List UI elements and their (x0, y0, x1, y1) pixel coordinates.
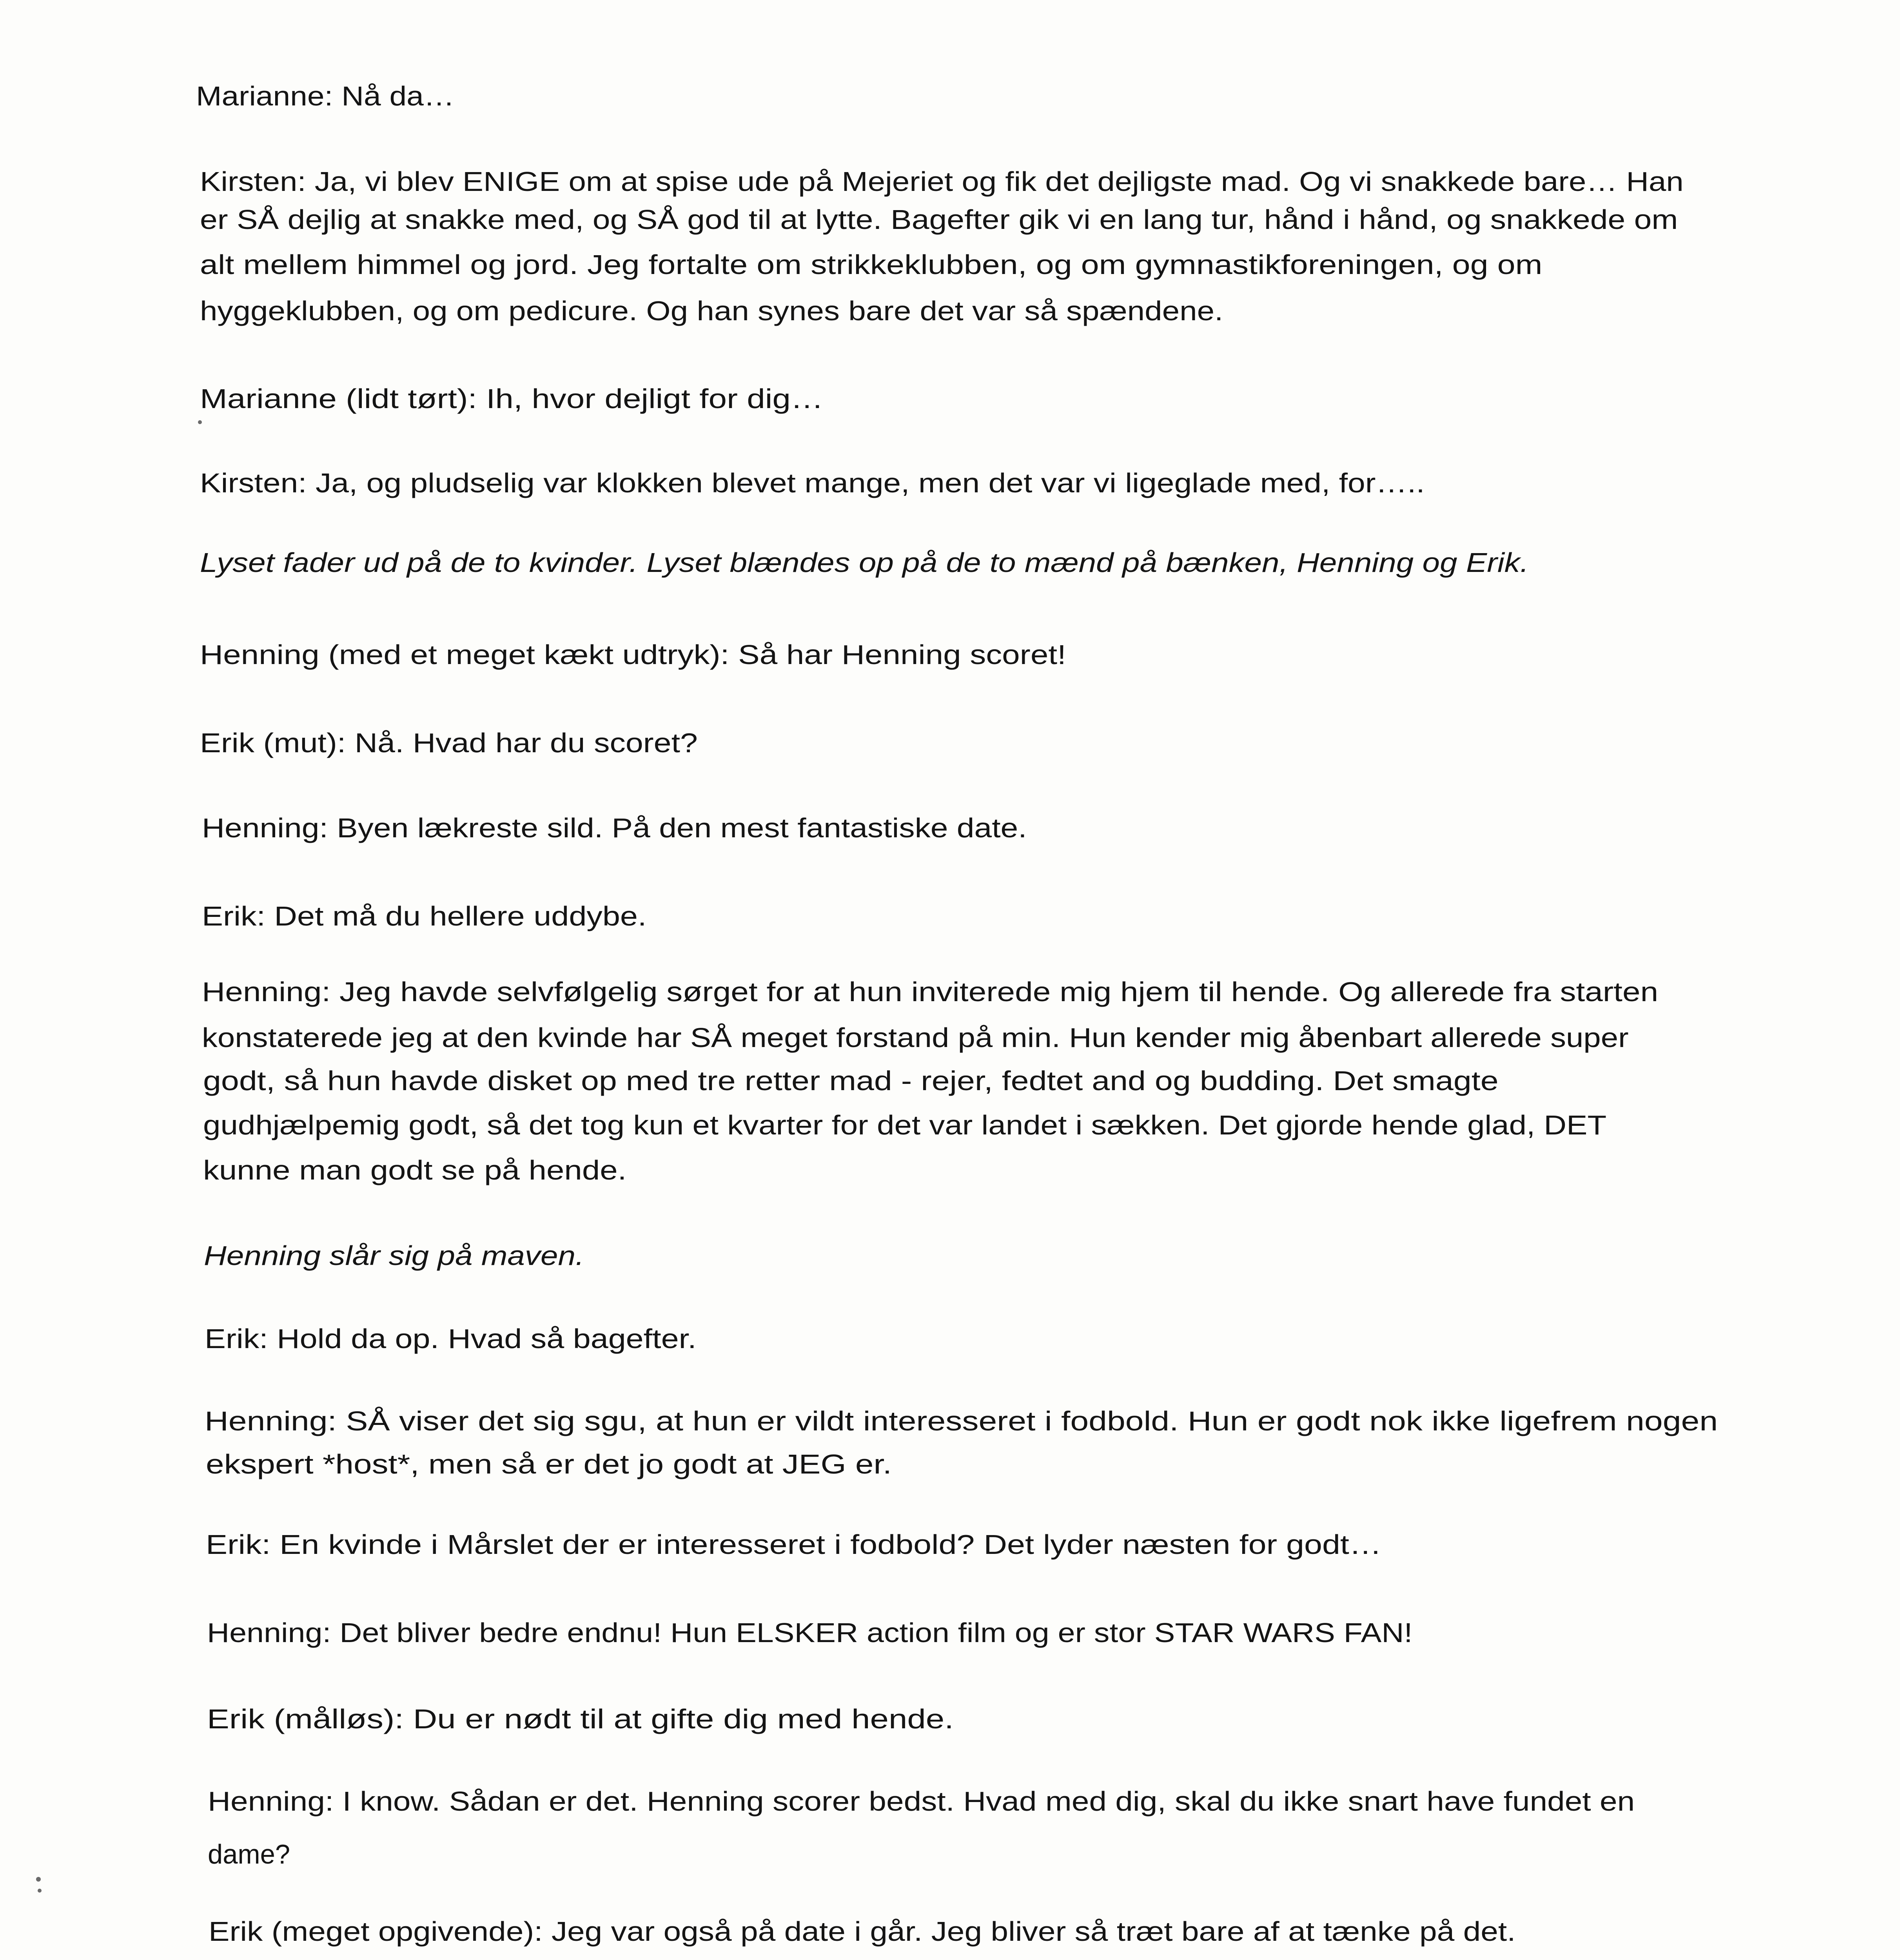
stage-direction: Henning slår sig på maven. (204, 1240, 584, 1271)
stage-direction: Lyset fader ud på de to kvinder. Lyset blændes op på de to mænd på bænken, Henning og Erik. (200, 547, 1529, 578)
script-line: Erik (målløs): Du er nødt til at gifte dig med hende. (207, 1704, 954, 1734)
script-line: Kirsten: Ja, vi blev ENIGE om at spise ude på Mejeriet og fik det dejligste mad. Og vi snakkede bare… Han (200, 166, 1684, 197)
script-line: Erik (meget opgivende): Jeg var også på date i går. Jeg bliver så træt bare af at tænke på det. (209, 1916, 1516, 1947)
script-line: gudhjælpemig godt, så det tog kun et kvarter for det var landet i sækken. Det gjorde hende glad, DET (203, 1110, 1607, 1140)
scan-speck (198, 420, 202, 424)
script-line: ekspert *host*, men så er det jo godt at JEG er. (206, 1449, 892, 1479)
script-line: Henning: Det bliver bedre endnu! Hun ELSKER action film og er stor STAR WARS FAN! (207, 1617, 1413, 1648)
scan-speck (36, 1877, 41, 1882)
script-line: godt, så hun havde disket op med tre retter mad - rejer, fedtet and og budding. Det smagte (203, 1065, 1499, 1096)
scan-speck (38, 1889, 42, 1893)
script-line: Henning: Jeg havde selvfølgelig sørget for at hun inviterede mig hjem til hende. Og allerede fra starten (202, 976, 1659, 1007)
script-line: Henning (med et meget kækt udtryk): Så har Henning scoret! (200, 639, 1066, 670)
script-line: Erik (mut): Nå. Hvad har du scoret? (200, 728, 698, 758)
script-line: Erik: Hold da op. Hvad så bagefter. (205, 1323, 697, 1354)
script-line: dame? (208, 1839, 290, 1869)
script-line: Henning: I know. Sådan er det. Henning scorer bedst. Hvad med dig, skal du ikke snart have fundet en (208, 1786, 1635, 1817)
script-line: hyggeklubben, og om pedicure. Og han synes bare det var så spændene. (200, 296, 1223, 326)
script-line: Henning: SÅ viser det sig sgu, at hun er vildt interesseret i fodbold. Hun er godt nok ikke ligefrem nogen (205, 1406, 1718, 1436)
script-line: Erik: Det må du hellere uddybe. (202, 901, 647, 931)
script-line: Marianne: Nå da… (196, 81, 455, 111)
script-line: konstaterede jeg at den kvinde har SÅ meget forstand på min. Hun kender mig åbenbart allerede super (202, 1022, 1629, 1053)
script-line: kunne man godt se på hende. (203, 1155, 627, 1185)
script-line: alt mellem himmel og jord. Jeg fortalte om strikkeklubben, og om gymnastikforeningen, og om (200, 249, 1543, 280)
script-line: Erik: En kvinde i Mårslet der er interesseret i fodbold? Det lyder næsten for godt… (206, 1529, 1382, 1560)
script-line: er SÅ dejlig at snakke med, og SÅ god til at lytte. Bagefter gik vi en lang tur, hånd i hånd, og snakkede om (200, 204, 1678, 235)
script-line: Henning: Byen lækreste sild. På den mest fantastiske date. (202, 813, 1027, 843)
script-line: Marianne (lidt tørt): Ih, hvor dejligt for dig… (200, 383, 824, 414)
script-line: Kirsten: Ja, og pludselig var klokken blevet mange, men det var vi ligeglade med, for….. (200, 468, 1425, 498)
